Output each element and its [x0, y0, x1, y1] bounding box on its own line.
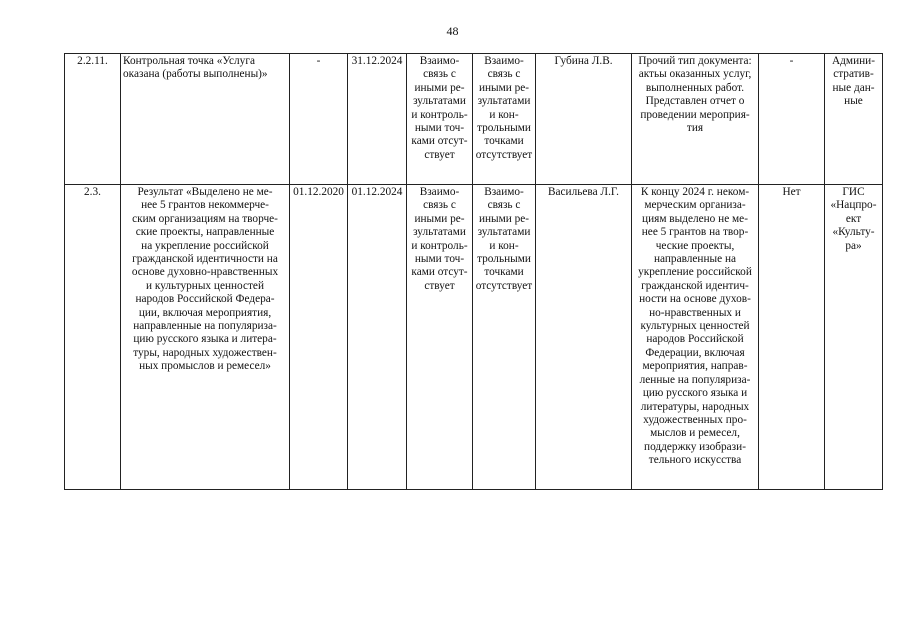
- name-line: туры, народных художествен-: [133, 346, 277, 359]
- start-date: -: [290, 54, 348, 185]
- name-line: на укрепление российской: [141, 239, 269, 252]
- row-name: [121, 185, 290, 490]
- flag-value: Нет: [759, 185, 825, 490]
- name-line: Результат «Выделено не ме-: [137, 186, 273, 198]
- name-line: цию русского языка и литера-: [133, 333, 277, 346]
- name-line: оказана (работы выполнены)»: [123, 68, 268, 81]
- plan-table: [64, 53, 883, 490]
- name-line: народов Российской Федера-: [135, 293, 275, 306]
- document-type: К концу 2024 г. неком- мерческим организа- циям выделено не ме- нее 5 грантов на твор- ческие проекты, направленные на укрепление российской гражданской идентич- ности на основе духов- но-нравственных и культурных ценностей народов Российской Федерации, включая мероприятия, направ- ленные на популяриза- цию русского языка и литературы, народных художественных про- мыслов и ремесел, поддержку изобрази- тельного искусства: [632, 185, 759, 490]
- end-date: 01.12.2024: [348, 185, 407, 490]
- name-line: ции, включая мероприятия,: [138, 306, 272, 319]
- responsible-person: Губина Л.В.: [536, 54, 632, 185]
- information-system: Админи- стратив- ные дан- ные: [825, 54, 883, 185]
- link-results: Взаимо- связь с иными ре- зультатами и контроль- ными точ- ками отсут- ствует: [407, 185, 473, 490]
- name-line: гражданской идентичности на: [132, 253, 278, 266]
- name-line: ские проекты, направленные: [135, 226, 275, 239]
- row-name: [121, 54, 290, 185]
- row-number: 2.2.11.: [65, 54, 121, 185]
- responsible-person: Васильева Л.Г.: [536, 185, 632, 490]
- link-points: Взаимо- связь с иными ре- зультатами и кон- трольными точками отсутствует: [473, 185, 536, 490]
- link-results: Взаимо- связь с иными ре- зультатами и контроль- ными точ- ками отсут- ствует: [407, 54, 473, 185]
- end-date: 31.12.2024: [348, 54, 407, 185]
- start-date: 01.12.2020: [290, 185, 348, 490]
- row-number: 2.3.: [65, 185, 121, 490]
- document-type: Прочий тип документа: актьы оказанных услуг, выполненных работ. Представлен отчет о проведении мероприя- тия: [632, 54, 759, 185]
- name-line: основе духовно-нравственных: [131, 266, 279, 279]
- name-line: ных промыслов и ремесел»: [139, 360, 271, 373]
- name-line: направленные на популяриза-: [133, 320, 277, 333]
- name-line: и культурных ценностей: [146, 279, 264, 292]
- link-points: Взаимо- связь с иными ре- зультатами и кон- трольными точками отсутствует: [473, 54, 536, 185]
- name-line: Контрольная точка «Услуга: [123, 55, 255, 67]
- information-system: ГИС «Нацпро- ект «Культу- ра»: [825, 185, 883, 490]
- table-row: [65, 54, 883, 185]
- table-row: [65, 185, 883, 490]
- name-line: ским организациям на творче-: [132, 212, 278, 225]
- flag-value: -: [759, 54, 825, 185]
- page-number: 48: [446, 24, 459, 38]
- name-line: нее 5 грантов некоммерче-: [141, 199, 269, 212]
